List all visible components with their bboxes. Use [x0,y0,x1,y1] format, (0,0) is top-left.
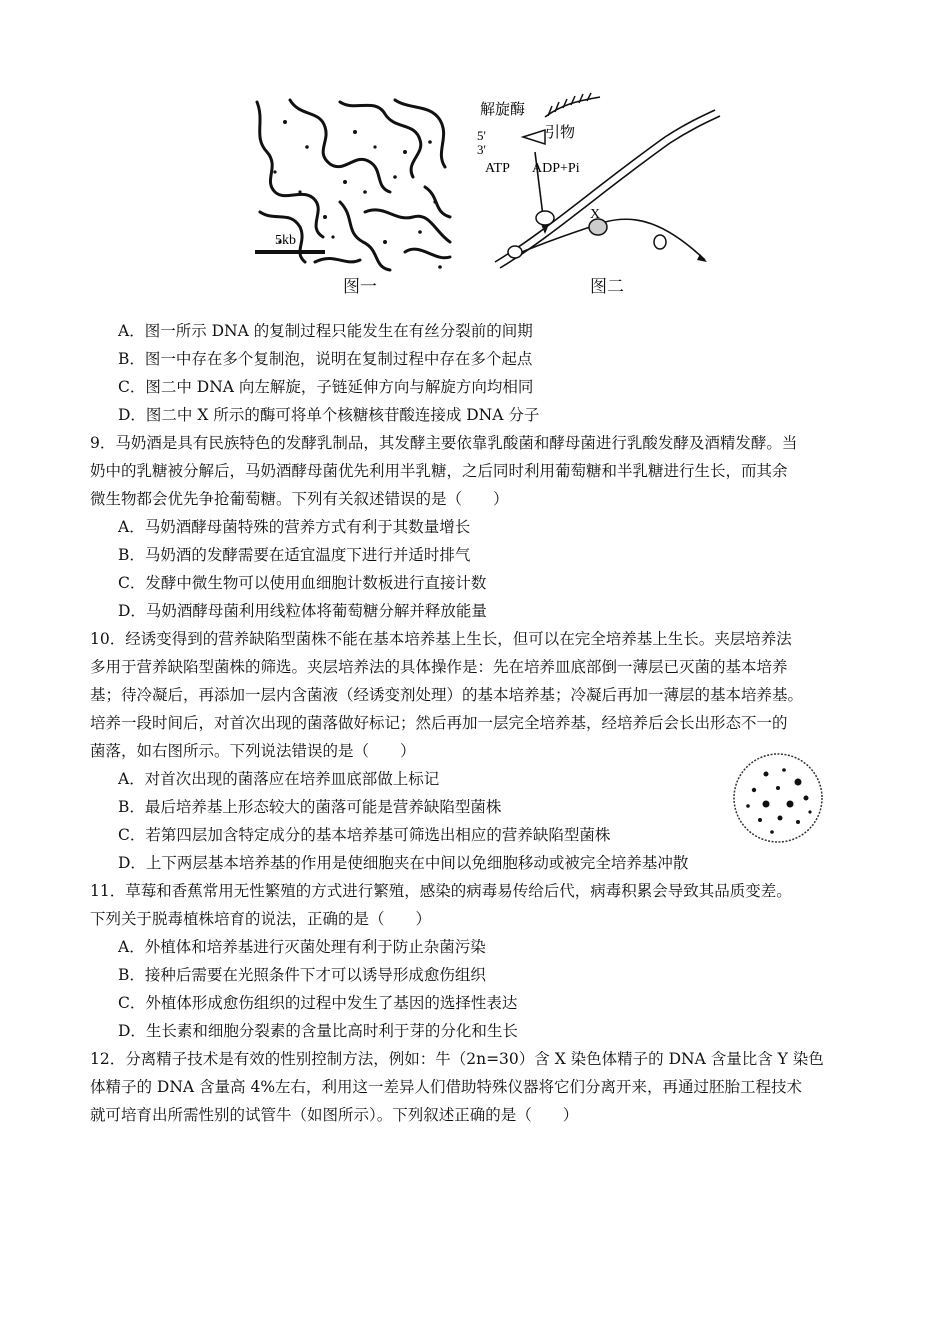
q10-option-a: A．对首次出现的菌落应在培养皿底部做上标记 [118,770,440,788]
label-5prime: 5' [477,128,486,143]
q11-stem-line-2: 下列关于脱毒植株培育的说法，正确的是（ ） [90,910,432,928]
q11-option-a: A．外植体和培养基进行灭菌处理有利于防止杂菌污染 [118,938,486,956]
q12-stem-line-3: 就可培育出所需性别的试管牛（如图所示）。下列叙述正确的是（ ） [90,1106,579,1124]
q8-option-b: B．图一中存在多个复制泡，说明在复制过程中存在多个起点 [118,350,533,368]
q9-stem-line-2: 奶中的乳糖被分解后，马奶酒酵母菌优先利用半乳糖，之后同时利用葡萄糖和半乳糖进行生长，而其余 [90,462,788,480]
label-helicase: 解旋酶 [480,101,526,118]
label-atp: ATP [485,161,510,176]
q10-option-d: D．上下两层基本培养基的作用是使细胞夹在中间以免细胞移动或被完全培养基冲散 [118,854,689,872]
q9-option-a: A．马奶酒酵母菌特殊的营养方式有利于其数量增长 [118,518,471,536]
q10-option-b: B．最后培养基上形态较大的菌落可能是营养缺陷型菌株 [118,798,502,816]
q10-option-c: C．若第四层加含特定成分的基本培养基可筛选出相应的营养缺陷型菌株 [118,826,611,844]
q11-option-b: B．接种后需要在光照条件下才可以诱导形成愈伤组织 [118,966,486,984]
figure-1-replication-bubbles [245,92,725,302]
q11-stem-line-1: 11．草莓和香蕉常用无性繁殖的方式进行繁殖，感染的病毒易传给后代，病毒积累会导致其品质变差。 [90,882,792,900]
q9-option-d: D．马奶酒酵母菌利用线粒体将葡萄糖分解并释放能量 [118,602,487,620]
q10-stem-line-4: 培养一段时间后，对首次出现的菌落做好标记；然后再加一层完全培养基，经培养后会长出形态不一的 [90,714,788,732]
q8-option-c: C．图二中 DNA 向左解旋，子链延伸方向与解旋方向均相同 [118,378,534,396]
q9-stem-line-1: 9．马奶酒是具有民族特色的发酵乳制品，其发酵主要依靠乳酸菌和酵母菌进行乳酸发酵及酒精发酵。当 [90,434,798,452]
figure-row [245,92,725,302]
q10-stem-line-2: 多用于营养缺陷型菌株的筛选。夹层培养法的具体操作是：先在培养皿底部倒一薄层已灭菌的基本培养 [90,658,788,676]
q11-option-c: C．外植体形成愈伤组织的过程中发生了基因的选择性表达 [118,994,518,1012]
q8-option-a: A．图一所示 DNA 的复制过程只能发生在有丝分裂前的间期 [118,322,533,340]
q9-option-b: B．马奶酒的发酵需要在适宜温度下进行并适时排气 [118,546,471,564]
label-adp: ADP+Pi [532,161,580,176]
q12-stem-line-2: 体精子的 DNA 含量高 4%左右，利用这一差异人们借助特殊仪器将它们分离开来，再通过胚胎工程技术 [90,1078,803,1096]
figure-2-caption: 图二 [590,277,624,297]
label-3prime: 3' [477,142,486,157]
figure-1-caption: 图一 [343,277,377,297]
petri-dish-outline [734,754,822,842]
q10-stem-line-3: 基；待冷凝后，再添加一层内含菌液（经诱变剂处理）的基本培养基；冷凝后再加一薄层的基本培养基。 [90,686,804,704]
label-x: X [590,207,601,222]
q9-stem-line-3: 微生物都会优先争抢葡萄糖。下列有关叙述错误的是（ ） [90,490,509,508]
q9-option-c: C．发酵中微生物可以使用血细胞计数板进行直接计数 [118,574,487,592]
q11-option-d: D．生长素和细胞分裂素的含量比高时利于芽的分化和生长 [118,1022,518,1040]
label-primer: 引物 [545,124,576,141]
q10-stem-line-5: 菌落，如右图所示。下列说法错误的是（ ） [90,742,416,760]
petri-dish-figure [732,752,824,844]
q12-stem-line-1: 12．分离精子技术是有效的性别控制方法，例如：牛（2n=30）含 X 染色体精子的 DNA 含量比含 Y 染色 [90,1050,824,1068]
scale-label: 5kb [275,233,296,248]
q8-option-d: D．图二中 X 所示的酶可将单个核糖核苷酸连接成 DNA 分子 [118,406,540,424]
q10-stem-line-1: 10．经诱变得到的营养缺陷型菌株不能在基本培养基上生长，但可以在完全培养基上生长。夹层培养法 [90,630,792,648]
